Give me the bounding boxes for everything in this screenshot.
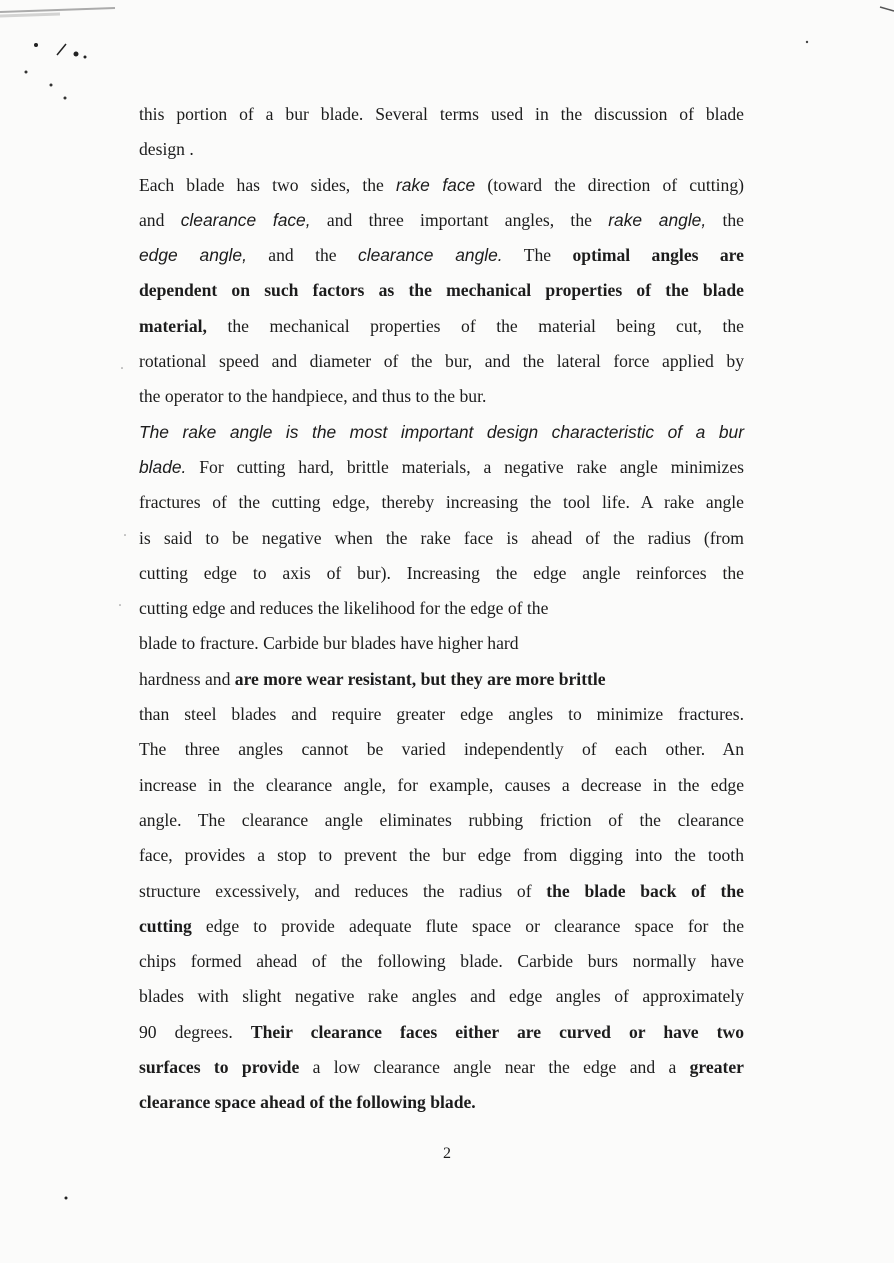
text-line: increase in the clearance angle, for example, causes a decrease in the edge bbox=[139, 774, 744, 795]
text-line: chips formed ahead of the following blade. Carbide burs normally have bbox=[139, 951, 744, 972]
text-line: The rake angle is the most important design characteristic of a bur bbox=[139, 421, 744, 442]
text-line: surfaces to provide a low clearance angle near the edge and a greater bbox=[139, 1057, 744, 1078]
text-line: blades with slight negative rake angles and edge angles of approximately bbox=[139, 986, 744, 1007]
text-line: face, provides a stop to prevent the bur edge from digging into the tooth bbox=[139, 845, 744, 866]
text-line: rotational speed and diameter of the bur, and the lateral force applied by bbox=[139, 351, 744, 372]
text-line: than steel blades and require greater edge angles to minimize fractures. bbox=[139, 704, 744, 725]
text-line: cutting edge and reduces the likelihood for the edge of the bbox=[139, 598, 549, 619]
text-line: clearance space ahead of the following blade. bbox=[139, 1092, 476, 1113]
text-line: the operator to the handpiece, and thus to the bur. bbox=[139, 386, 487, 407]
text-line: blade to fracture. Carbide bur blades have higher hard bbox=[139, 633, 519, 654]
text-line: angle. The clearance angle eliminates rubbing friction of the clearance bbox=[139, 809, 744, 830]
text-line: material, the mechanical properties of the material being cut, the bbox=[139, 315, 744, 336]
text-line: edge angle, and the clearance angle. The optimal angles are bbox=[139, 245, 744, 266]
text-line: hardness and are more wear resistant, but they are more brittle bbox=[139, 668, 606, 689]
text-line: The three angles cannot be varied independently of each other. An bbox=[139, 739, 744, 760]
text-line: dependent on such factors as the mechanical properties of the blade bbox=[139, 280, 744, 301]
text-line: this portion of a bur blade. Several terms used in the discussion of blade bbox=[139, 104, 744, 124]
text-line: design . bbox=[139, 139, 194, 160]
text-line: 90 degrees. Their clearance faces either are curved or have two bbox=[139, 1021, 744, 1042]
text-line: Each blade has two sides, the rake face (toward the direction of cutting) bbox=[139, 174, 744, 195]
text-line: and clearance face, and three important angles, the rake angle, the bbox=[139, 209, 744, 230]
body-text bbox=[139, 97, 744, 1121]
text-line: is said to be negative when the rake face is ahead of the radius (from bbox=[139, 527, 744, 548]
text-line: blade. For cutting hard, brittle materials, a negative rake angle minimizes bbox=[139, 456, 744, 477]
text-line: cutting edge to axis of bur). Increasing the edge angle reinforces the bbox=[139, 562, 744, 583]
text-line: cutting edge to provide adequate flute space or clearance space for the bbox=[139, 915, 744, 936]
text-line: structure excessively, and reduces the radius of the blade back of the bbox=[139, 880, 744, 901]
text-line: fractures of the cutting edge, thereby increasing the tool life. A rake angle bbox=[139, 492, 744, 513]
page-number: 2 bbox=[443, 1145, 451, 1162]
